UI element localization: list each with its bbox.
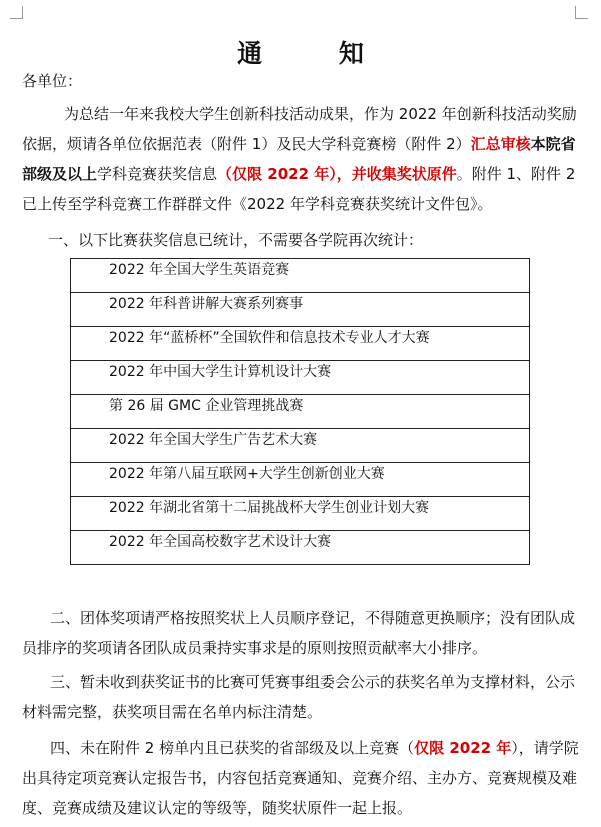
corner-mark-right (575, 6, 588, 19)
table-row (71, 259, 530, 293)
competition-cell: 2022 年全国高校数字艺术设计大赛 (71, 531, 530, 565)
document-title: 通 知 (237, 39, 398, 68)
competition-cell: 2022 年“蓝桥杯”全国软件和信息技术专业人才大赛 (71, 327, 530, 361)
intro-text-2: 学科竞赛获奖信息 (97, 165, 218, 183)
competition-cell: 2022 年第八届互联网+大学生创新创业大赛 (71, 463, 530, 497)
table-row (71, 429, 530, 463)
intro-bold: 本院省部级及以上 (22, 135, 576, 183)
intro-text-3: 。附件 1、附件 2 已上传至学科竞赛工作群群文件《2022 年学科竞赛获奖统计文件包》。 (22, 165, 576, 213)
paragraph-intro (22, 99, 582, 219)
table-row (71, 327, 530, 361)
paragraph-certificates: 三、暂未收到获奖证书的比赛可凭赛事组委会公示的获奖名单为支撑材料，公示材料需完整，获奖项目需在名单内标注清楚。 (22, 673, 576, 721)
table-row (71, 293, 530, 327)
competition-cell: 2022 年全国大学生英语竞赛 (71, 259, 530, 293)
intro-highlight-2: （仅限 2022 年），并收集奖状原件 (217, 165, 457, 183)
greeting: 各单位： (22, 72, 83, 90)
table-row (71, 395, 530, 429)
paragraph-pending-competitions (22, 733, 582, 823)
corner-mark-left (10, 6, 23, 19)
competition-cell: 第 26 届 GMC 企业管理挑战赛 (71, 395, 530, 429)
competition-cell: 2022 年湖北省第十二届挑战杯大学生创业计划大赛 (71, 497, 530, 531)
pending-text-2: ），请学院出具待定项竞赛认定报告书，内容包括竞赛通知、竞赛介绍、主办方、竞赛规模及难度、竞赛成绩及建议认定的等级等，随奖状原件一起上报。 (22, 739, 579, 817)
intro-text-1: 为总结一年来我校大学生创新科技活动成果，作为 2022 年创新科技活动奖励依据，烦请各单位依据范表（附件 1）及民大学科竞赛榜（附件 2） (22, 105, 577, 153)
table-row (71, 497, 530, 531)
table-row (71, 531, 530, 565)
competition-table (70, 258, 530, 565)
table-row (71, 463, 530, 497)
pending-text-1: 四、未在附件 2 榜单内且已获奖的省部级及以上竞赛（ (50, 739, 415, 757)
competition-cell: 2022 年科普讲解大赛系列赛事 (71, 293, 530, 327)
pending-highlight: 仅限 2022 年 (414, 739, 512, 757)
table-row (71, 361, 530, 395)
intro-highlight-1: 汇总审核 (470, 135, 531, 153)
competition-cell: 2022 年中国大学生计算机设计大赛 (71, 361, 530, 395)
section-1-heading: 一、以下比赛获奖信息已统计，不需要各学院再次统计： (48, 231, 424, 249)
paragraph-team-order: 二、团体奖项请严格按照奖状上人员顺序登记，不得随意更换顺序；没有团队成员排序的奖项请各团队成员秉持实事求是的原则按照贡献率大小排序。 (22, 609, 576, 657)
competition-cell: 2022 年全国大学生广告艺术大赛 (71, 429, 530, 463)
